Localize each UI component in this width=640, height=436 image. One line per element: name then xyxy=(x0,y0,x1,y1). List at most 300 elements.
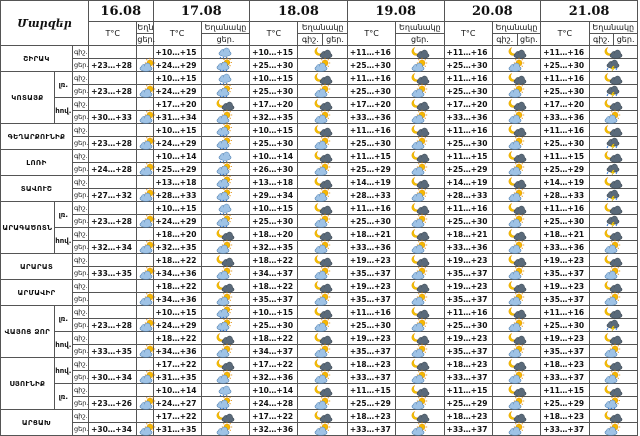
period-label: գիշ. xyxy=(72,358,88,371)
moon-cloud-icon xyxy=(312,150,334,162)
sun-cloud-icon xyxy=(409,371,431,383)
temp-range: +25…+30 xyxy=(541,59,589,72)
temp-range: +19…+23 xyxy=(347,332,395,345)
moon-cloud-icon xyxy=(396,306,444,319)
moon-cloud-icon xyxy=(602,358,624,370)
sun-cloud-icon xyxy=(312,85,334,97)
moon-cloud-icon xyxy=(409,228,431,240)
table-row xyxy=(1,111,638,124)
temp-range: +24…+29 xyxy=(153,85,201,98)
sun-cloud-icon xyxy=(506,85,528,97)
temp-range: +25…+30 xyxy=(541,137,589,150)
moon-cloud-icon xyxy=(506,384,528,396)
temp-range: +26…+30 xyxy=(250,163,298,176)
period-label: ցեր. xyxy=(72,215,88,228)
empty-cell xyxy=(137,358,153,371)
temp-range: +18…+21 xyxy=(347,228,395,241)
storm-icon xyxy=(589,59,637,72)
temp-header: T°C xyxy=(347,22,395,46)
sun-cloud-icon xyxy=(506,111,528,123)
day-header: ցեր. xyxy=(323,34,348,46)
cloud-rain-icon xyxy=(201,384,249,397)
temp-range: +11…+16 xyxy=(347,46,395,59)
temp-range: +35…+37 xyxy=(541,345,589,358)
table-row xyxy=(1,202,638,215)
temp-range: +24…+29 xyxy=(153,137,201,150)
empty-cell xyxy=(137,306,153,319)
temp-range: +11…+16 xyxy=(347,306,395,319)
temp-range: +11…+16 xyxy=(444,306,492,319)
temp-range: +25…+30 xyxy=(347,59,395,72)
moon-cloud-icon xyxy=(312,254,334,266)
period-label: ցեր. xyxy=(72,241,88,254)
period-label: գիշ. xyxy=(72,150,88,163)
moon-cloud-icon xyxy=(506,332,528,344)
temp-range: +28…+33 xyxy=(153,189,201,202)
temp-range: +18…+20 xyxy=(153,228,201,241)
sun-cloud-icon xyxy=(137,371,153,384)
moon-cloud-icon xyxy=(298,46,347,59)
moon-cloud-icon xyxy=(312,202,334,214)
moon-cloud-icon xyxy=(409,46,431,58)
period-label: ցեր. xyxy=(72,319,88,332)
table-row xyxy=(1,397,638,410)
moon-cloud-icon xyxy=(492,410,540,423)
sun-cloud-icon xyxy=(492,163,540,176)
sun-rain-icon xyxy=(214,59,236,71)
moon-cloud-icon xyxy=(396,202,444,215)
clouds-header: Եղանակը xyxy=(589,22,637,34)
sun-cloud-icon xyxy=(201,423,249,436)
temp-range: +25…+30 xyxy=(444,319,492,332)
table-row xyxy=(1,423,638,436)
table-row xyxy=(1,254,638,267)
sun-cloud-icon xyxy=(506,241,528,253)
zone-label: հով. xyxy=(54,98,72,124)
temp-range: +25…+29 xyxy=(444,397,492,410)
moon-cloud-icon xyxy=(506,202,528,214)
moon-cloud-icon xyxy=(312,176,334,188)
temp-range: +17…+20 xyxy=(541,98,589,111)
temp-range: +23…+28 xyxy=(89,137,137,150)
sun-cloud-icon xyxy=(214,423,236,435)
sun-cloud-icon xyxy=(312,59,334,71)
temp-range: +33…+36 xyxy=(444,241,492,254)
table-row xyxy=(1,98,638,111)
sun-cloud-icon xyxy=(396,241,444,254)
temp-range: +14…+19 xyxy=(444,176,492,189)
temp-range: +18…+23 xyxy=(541,358,589,371)
region-name: ՇԻՐԱԿ xyxy=(1,46,73,72)
temp-range xyxy=(89,358,137,371)
moon-cloud-icon xyxy=(602,306,624,318)
temp-range: +35…+37 xyxy=(541,293,589,306)
temp-range: +11…+16 xyxy=(541,72,589,85)
moon-cloud-icon xyxy=(602,176,624,188)
temp-range xyxy=(89,306,137,319)
temp-range xyxy=(89,176,137,189)
temp-range: +10…+15 xyxy=(153,72,201,85)
empty-cell xyxy=(137,332,153,345)
period-label: ցեր. xyxy=(72,267,88,280)
sun-cloud-icon xyxy=(214,371,236,383)
sun-cloud-icon xyxy=(492,111,540,124)
empty-cell xyxy=(137,72,153,85)
table-row xyxy=(1,85,638,98)
empty-cell xyxy=(137,124,153,137)
sun-cloud-icon xyxy=(396,267,444,280)
temp-range: +25…+30 xyxy=(250,137,298,150)
clouds-header: Եղն xyxy=(137,23,154,32)
date-header: 18.08 xyxy=(250,1,348,22)
temp-range: +14…+19 xyxy=(347,176,395,189)
sun-cloud-icon xyxy=(312,267,334,279)
temp-range: +23…+28 xyxy=(89,319,137,332)
temp-range: +11…+16 xyxy=(347,202,395,215)
night-header: գիշ. xyxy=(298,34,323,46)
period-label: գիշ. xyxy=(72,202,88,215)
moon-cloud-icon xyxy=(506,358,528,370)
temp-range: +11…+16 xyxy=(347,124,395,137)
period-label: ցեր. xyxy=(72,345,88,358)
moon-cloud-icon xyxy=(298,124,347,137)
period-label: գիշ. xyxy=(72,98,88,111)
sun-rain-icon xyxy=(201,163,249,176)
storm-icon xyxy=(602,59,624,71)
sun-cloud-icon xyxy=(312,163,334,175)
moon-cloud-icon xyxy=(298,410,347,423)
temp-range: +25…+30 xyxy=(347,215,395,228)
period-label: ցեր. xyxy=(72,85,88,98)
sun-cloud-icon xyxy=(589,293,637,306)
temp-range: +35…+37 xyxy=(347,267,395,280)
temp-header: T°C xyxy=(153,22,201,46)
moon-cloud-icon xyxy=(602,410,624,422)
period-label: գիշ. xyxy=(72,228,88,241)
sun-cloud-icon xyxy=(396,293,444,306)
sun-cloud-icon xyxy=(214,111,236,123)
period-label: գիշ. xyxy=(72,332,88,345)
temp-range: +25…+30 xyxy=(347,137,395,150)
temp-range: +33…+36 xyxy=(541,241,589,254)
moon-cloud-icon xyxy=(409,124,431,136)
moon-cloud-icon xyxy=(201,280,249,293)
region-name: ԱՐՑԱԽ xyxy=(1,410,73,436)
sun-cloud-icon xyxy=(298,85,347,98)
day-header: ցեր. xyxy=(614,34,638,46)
empty-cell xyxy=(137,150,153,163)
moon-cloud-icon xyxy=(602,98,624,110)
temp-range: +11…+16 xyxy=(444,46,492,59)
temp-range: +34…+37 xyxy=(250,345,298,358)
sun-rain-icon xyxy=(214,189,236,201)
clouds-header: Եղանակը xyxy=(298,22,347,34)
temp-range: +19…+23 xyxy=(444,254,492,267)
temp-range: +18…+22 xyxy=(250,254,298,267)
sun-cloud-icon xyxy=(506,293,528,305)
sun-cloud-icon xyxy=(137,111,153,124)
temp-range: +23…+28 xyxy=(89,215,137,228)
moon-cloud-icon xyxy=(506,72,528,84)
date-header: 16.08 xyxy=(89,1,153,22)
temp-range: +25…+30 xyxy=(444,215,492,228)
moon-cloud-icon xyxy=(589,98,637,111)
sun-cloud-icon xyxy=(492,319,540,332)
temp-range xyxy=(89,98,137,111)
sun-rain-icon xyxy=(214,306,236,318)
storm-icon xyxy=(602,85,624,97)
clouds-header: Եղանակը xyxy=(492,22,540,34)
moon-cloud-icon xyxy=(589,332,637,345)
date-header: 20.08 xyxy=(444,1,541,22)
temp-range: +33…+36 xyxy=(347,241,395,254)
region-name: ՍՅՈՒՆԻՔ xyxy=(1,358,55,410)
temp-range xyxy=(89,72,137,85)
temp-range: +23…+26 xyxy=(89,397,137,410)
temp-range xyxy=(89,150,137,163)
sun-rain-icon xyxy=(214,215,236,227)
temp-range: +19…+23 xyxy=(444,280,492,293)
moon-cloud-icon xyxy=(409,384,431,396)
date-header: 19.08 xyxy=(347,1,444,22)
moon-cloud-icon xyxy=(298,150,347,163)
sun-cloud-icon xyxy=(492,267,540,280)
temp-range: +25…+30 xyxy=(347,319,395,332)
sun-cloud-icon xyxy=(492,423,540,436)
temp-range xyxy=(89,46,137,59)
temp-range: +33…+36 xyxy=(541,111,589,124)
region-name: ԱՐԱՐԱՏ xyxy=(1,254,73,280)
moon-cloud-icon xyxy=(602,202,624,214)
sun-cloud-icon xyxy=(298,241,347,254)
temp-range: +18…+21 xyxy=(444,228,492,241)
moon-cloud-icon xyxy=(298,72,347,85)
region-name: ԿՈՏԱՅՔ xyxy=(1,72,55,124)
period-label: ցեր. xyxy=(72,423,88,436)
sun-cloud-icon xyxy=(137,423,153,436)
moon-cloud-icon xyxy=(409,202,431,214)
table-row xyxy=(1,267,638,280)
storm-icon xyxy=(602,137,624,149)
sun-cloud-icon xyxy=(409,345,431,357)
sun-cloud-icon xyxy=(492,137,540,150)
empty-cell xyxy=(137,254,153,267)
temp-range: +10…+14 xyxy=(250,384,298,397)
moon-cloud-icon xyxy=(492,384,540,397)
moon-cloud-icon xyxy=(298,332,347,345)
clouds-header: Եղանակը xyxy=(201,22,249,34)
sun-cloud-icon xyxy=(312,319,334,331)
moon-cloud-icon xyxy=(396,46,444,59)
sun-cloud-icon xyxy=(312,423,334,435)
sun-rain-icon xyxy=(214,137,236,149)
temp-range: +10…+15 xyxy=(250,46,298,59)
sun-cloud-icon xyxy=(589,371,637,384)
sun-cloud-icon xyxy=(506,137,528,149)
moon-cloud-icon xyxy=(602,150,624,162)
moon-cloud-icon xyxy=(409,358,431,370)
temp-range: +11…+16 xyxy=(541,46,589,59)
region-name: ՏԱՎՈՒՇ xyxy=(1,176,73,202)
sun-cloud-icon xyxy=(137,215,153,228)
moon-cloud-icon xyxy=(312,306,334,318)
temp-range: +18…+22 xyxy=(250,332,298,345)
moon-cloud-icon xyxy=(214,410,236,422)
temp-range xyxy=(89,124,137,137)
sun-rain-icon xyxy=(214,176,236,188)
temp-range: +25…+30 xyxy=(541,215,589,228)
temp-range: +35…+37 xyxy=(347,293,395,306)
region-name: ՎԱՅՈՑ ՁՈՐ xyxy=(1,306,55,358)
date-header: 17.08 xyxy=(153,1,250,22)
sun-rain-icon xyxy=(201,59,249,72)
table-row xyxy=(1,345,638,358)
moon-cloud-icon xyxy=(602,46,624,58)
empty-cell xyxy=(137,176,153,189)
sun-rain-icon xyxy=(201,189,249,202)
moon-cloud-icon xyxy=(396,176,444,189)
sun-cloud-icon xyxy=(137,319,153,332)
temp-range: +13…+18 xyxy=(153,176,201,189)
period-label: գիշ. xyxy=(72,410,88,423)
temp-range: +18…+22 xyxy=(250,280,298,293)
moon-cloud-icon xyxy=(506,228,528,240)
period-label: ցեր. xyxy=(72,59,88,72)
sun-cloud-icon xyxy=(396,423,444,436)
moon-cloud-icon xyxy=(506,150,528,162)
sun-cloud-icon xyxy=(396,163,444,176)
moon-cloud-icon xyxy=(492,72,540,85)
temp-range: +18…+21 xyxy=(541,228,589,241)
sun-cloud-icon xyxy=(409,241,431,253)
sun-cloud-icon xyxy=(506,319,528,331)
moon-cloud-icon xyxy=(298,254,347,267)
temp-range: +28…+33 xyxy=(541,189,589,202)
moon-cloud-icon xyxy=(506,176,528,188)
temp-range: +23…+28 xyxy=(89,59,137,72)
storm-icon xyxy=(589,137,637,150)
moon-cloud-icon xyxy=(298,384,347,397)
temp-range: +35…+37 xyxy=(250,293,298,306)
moon-cloud-icon xyxy=(409,306,431,318)
sun-rain-icon xyxy=(201,215,249,228)
sun-cloud-icon xyxy=(298,293,347,306)
storm-icon xyxy=(602,215,624,227)
storm-icon xyxy=(589,163,637,176)
temp-range: +18…+23 xyxy=(347,410,395,423)
storm-icon xyxy=(602,189,624,201)
sun-cloud-icon xyxy=(409,163,431,175)
moon-cloud-icon xyxy=(201,98,249,111)
moon-cloud-icon xyxy=(492,280,540,293)
moon-cloud-icon xyxy=(589,358,637,371)
temp-range: +17…+20 xyxy=(250,98,298,111)
sun-cloud-icon xyxy=(492,293,540,306)
sun-rain-icon xyxy=(201,137,249,150)
temp-range: +17…+22 xyxy=(153,410,201,423)
temp-range: +19…+23 xyxy=(541,254,589,267)
moon-cloud-icon xyxy=(589,306,637,319)
moon-cloud-icon xyxy=(492,98,540,111)
moon-cloud-icon xyxy=(214,254,236,266)
table-row xyxy=(1,72,638,85)
temp-header: T°C xyxy=(89,22,137,46)
sun-cloud-icon xyxy=(506,163,528,175)
moon-cloud-icon xyxy=(298,176,347,189)
zone-label: լռ. xyxy=(54,202,72,228)
moon-cloud-icon xyxy=(298,202,347,215)
region-name: ԱՐԱԳԱԾՈՏՆ xyxy=(1,202,55,254)
temp-range: +33…+37 xyxy=(541,371,589,384)
temp-range: +25…+29 xyxy=(347,163,395,176)
moon-cloud-icon xyxy=(396,124,444,137)
moon-cloud-icon xyxy=(214,280,236,292)
sun-cloud-icon xyxy=(298,345,347,358)
moon-cloud-icon xyxy=(298,98,347,111)
temp-range: +19…+23 xyxy=(541,280,589,293)
sun-cloud-icon xyxy=(589,111,637,124)
temp-range: +25…+30 xyxy=(250,319,298,332)
sun-cloud-icon xyxy=(298,189,347,202)
day-header: ցեր. xyxy=(517,34,541,46)
sun-cloud-icon xyxy=(506,267,528,279)
temp-range: +11…+15 xyxy=(347,384,395,397)
moon-cloud-icon xyxy=(492,228,540,241)
temp-range: +10…+15 xyxy=(153,124,201,137)
moon-cloud-icon xyxy=(506,280,528,292)
temp-range: +24…+29 xyxy=(153,319,201,332)
sun-cloud-icon xyxy=(602,111,624,123)
sun-cloud-icon xyxy=(409,85,431,97)
moon-cloud-icon xyxy=(396,98,444,111)
moon-cloud-icon xyxy=(396,358,444,371)
sun-cloud-icon xyxy=(492,241,540,254)
temp-range: +25…+29 xyxy=(541,163,589,176)
period-label: ցեր. xyxy=(72,163,88,176)
temp-range: +10…+14 xyxy=(250,150,298,163)
sun-cloud-icon xyxy=(396,189,444,202)
temp-range: +25…+30 xyxy=(347,85,395,98)
temp-range: +18…+23 xyxy=(444,358,492,371)
moon-cloud-icon xyxy=(506,306,528,318)
sun-cloud-icon xyxy=(214,267,236,279)
moon-cloud-icon xyxy=(602,228,624,240)
moon-cloud-icon xyxy=(589,72,637,85)
temp-range: +18…+23 xyxy=(541,410,589,423)
sun-cloud-icon xyxy=(298,423,347,436)
period-label: գիշ. xyxy=(72,124,88,137)
temp-range: +25…+30 xyxy=(541,85,589,98)
moon-cloud-icon xyxy=(492,46,540,59)
temp-range: +32…+35 xyxy=(250,241,298,254)
period-label: գիշ. xyxy=(72,384,88,397)
sun-cloud-icon xyxy=(396,85,444,98)
moon-cloud-icon xyxy=(589,254,637,267)
temp-range: +30…+33 xyxy=(89,111,137,124)
moon-cloud-icon xyxy=(492,254,540,267)
moon-cloud-icon xyxy=(396,280,444,293)
temp-range: +18…+22 xyxy=(153,332,201,345)
period-label: գիշ. xyxy=(72,176,88,189)
sun-cloud-icon xyxy=(602,293,624,305)
moon-cloud-icon xyxy=(409,254,431,266)
sun-cloud-icon xyxy=(602,241,624,253)
moon-cloud-icon xyxy=(602,332,624,344)
temp-range: +10…+14 xyxy=(153,150,201,163)
storm-icon xyxy=(602,163,624,175)
moon-cloud-icon xyxy=(396,410,444,423)
sun-cloud-icon xyxy=(589,267,637,280)
